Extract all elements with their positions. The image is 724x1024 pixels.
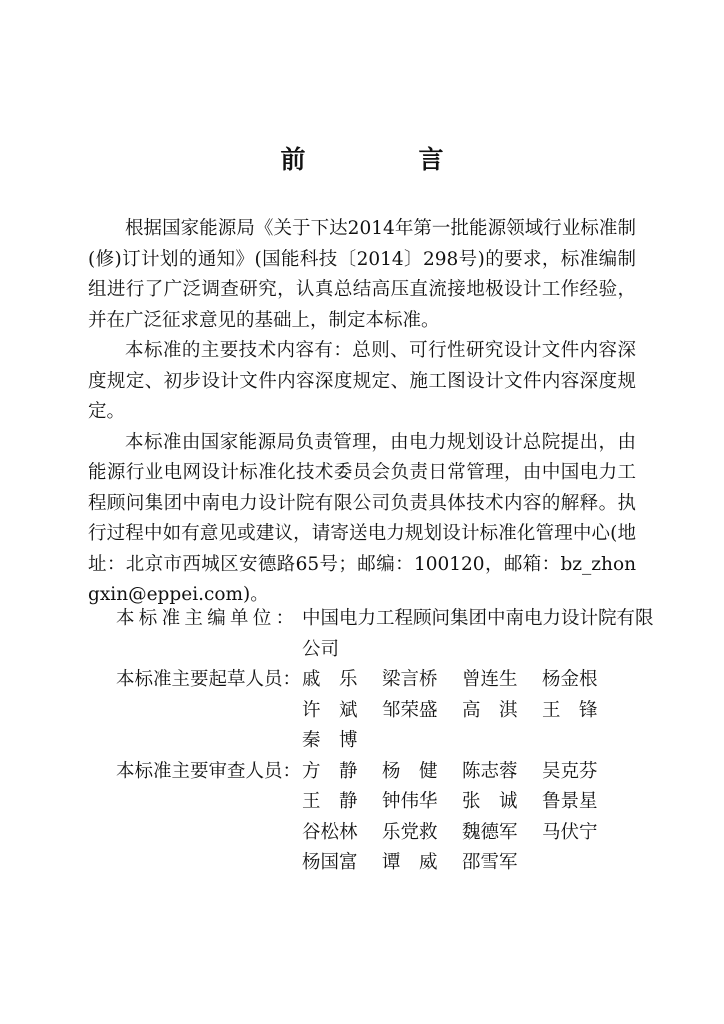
credits-section [116, 604, 656, 879]
drafter-name: 秦 博 [302, 730, 358, 751]
drafter-name: 邹荣盛 [382, 699, 438, 721]
paragraph-1: 根据国家能源局《关于下达2014年第一批能源领域行业标准制(修)订计划的通知》(国能科技〔2014〕298号)的要求，标准编制组进行了广泛调查研究，认真总结高压直流接地极设计工作经验，并在广泛征求意见的基础上，制定本标准。 [88, 218, 636, 331]
reviewer-name: 钟伟华 [382, 791, 438, 812]
reviewer-name: 吴克芬 [542, 760, 598, 782]
reviewers-row [116, 757, 656, 879]
page-title: 前 言 [280, 145, 488, 174]
editor-unit-row [116, 604, 656, 665]
reviewers-label: 本标准主要审查人员： [116, 760, 302, 782]
reviewer-name: 马伏宁 [542, 821, 598, 843]
drafter-name: 高 淇 [462, 699, 518, 721]
editor-unit-label: 本标准主编单位： [116, 608, 299, 629]
reviewer-name: 王 静 [302, 791, 358, 812]
reviewer-name: 魏德军 [462, 821, 518, 843]
reviewers-names [302, 757, 656, 879]
drafters-names [302, 665, 656, 757]
reviewer-name: 邵雪军 [462, 852, 518, 873]
drafter-name: 许 斌 [302, 699, 358, 721]
paragraph-2: 本标准的主要技术内容有：总则、可行性研究设计文件内容深度规定、初步设计文件内容深度规定、施工图设计文件内容深度规定。 [88, 340, 636, 422]
reviewer-name: 乐党救 [382, 821, 438, 843]
reviewer-name: 杨 健 [382, 760, 438, 782]
drafter-name: 杨金根 [542, 669, 598, 690]
editor-unit-value: 中国电力工程顾问集团中南电力设计院有限公司 [302, 608, 654, 660]
reviewer-name: 谷松林 [302, 821, 358, 843]
reviewer-name: 鲁景星 [542, 791, 598, 812]
drafter-name: 王 锋 [542, 699, 598, 721]
reviewer-name: 方 静 [302, 760, 358, 782]
reviewer-name: 谭 威 [382, 852, 438, 873]
drafters-label: 本标准主要起草人员： [116, 669, 302, 690]
drafter-name: 戚 乐 [302, 669, 358, 690]
reviewer-name: 陈志蓉 [462, 760, 518, 782]
preface-body [88, 214, 636, 611]
paragraph-3: 本标准由国家能源局负责管理，由电力规划设计总院提出，由能源行业电网设计标准化技术委员会负责日常管理，由中国电力工程顾问集团中南电力设计院有限公司负责具体技术内容的解释。执行过程中如有意见或建议，请寄送电力规划设计标准化管理中心(地址：北京市西城区安德路65号；邮编：100120，邮箱：bz_zhongxin@eppei.com)。 [88, 431, 636, 605]
drafters-row [116, 665, 656, 757]
reviewer-name: 张 诚 [462, 791, 518, 812]
drafter-name: 曾连生 [462, 669, 518, 690]
reviewer-name: 杨国富 [302, 852, 358, 873]
drafter-name: 梁言桥 [382, 669, 438, 690]
